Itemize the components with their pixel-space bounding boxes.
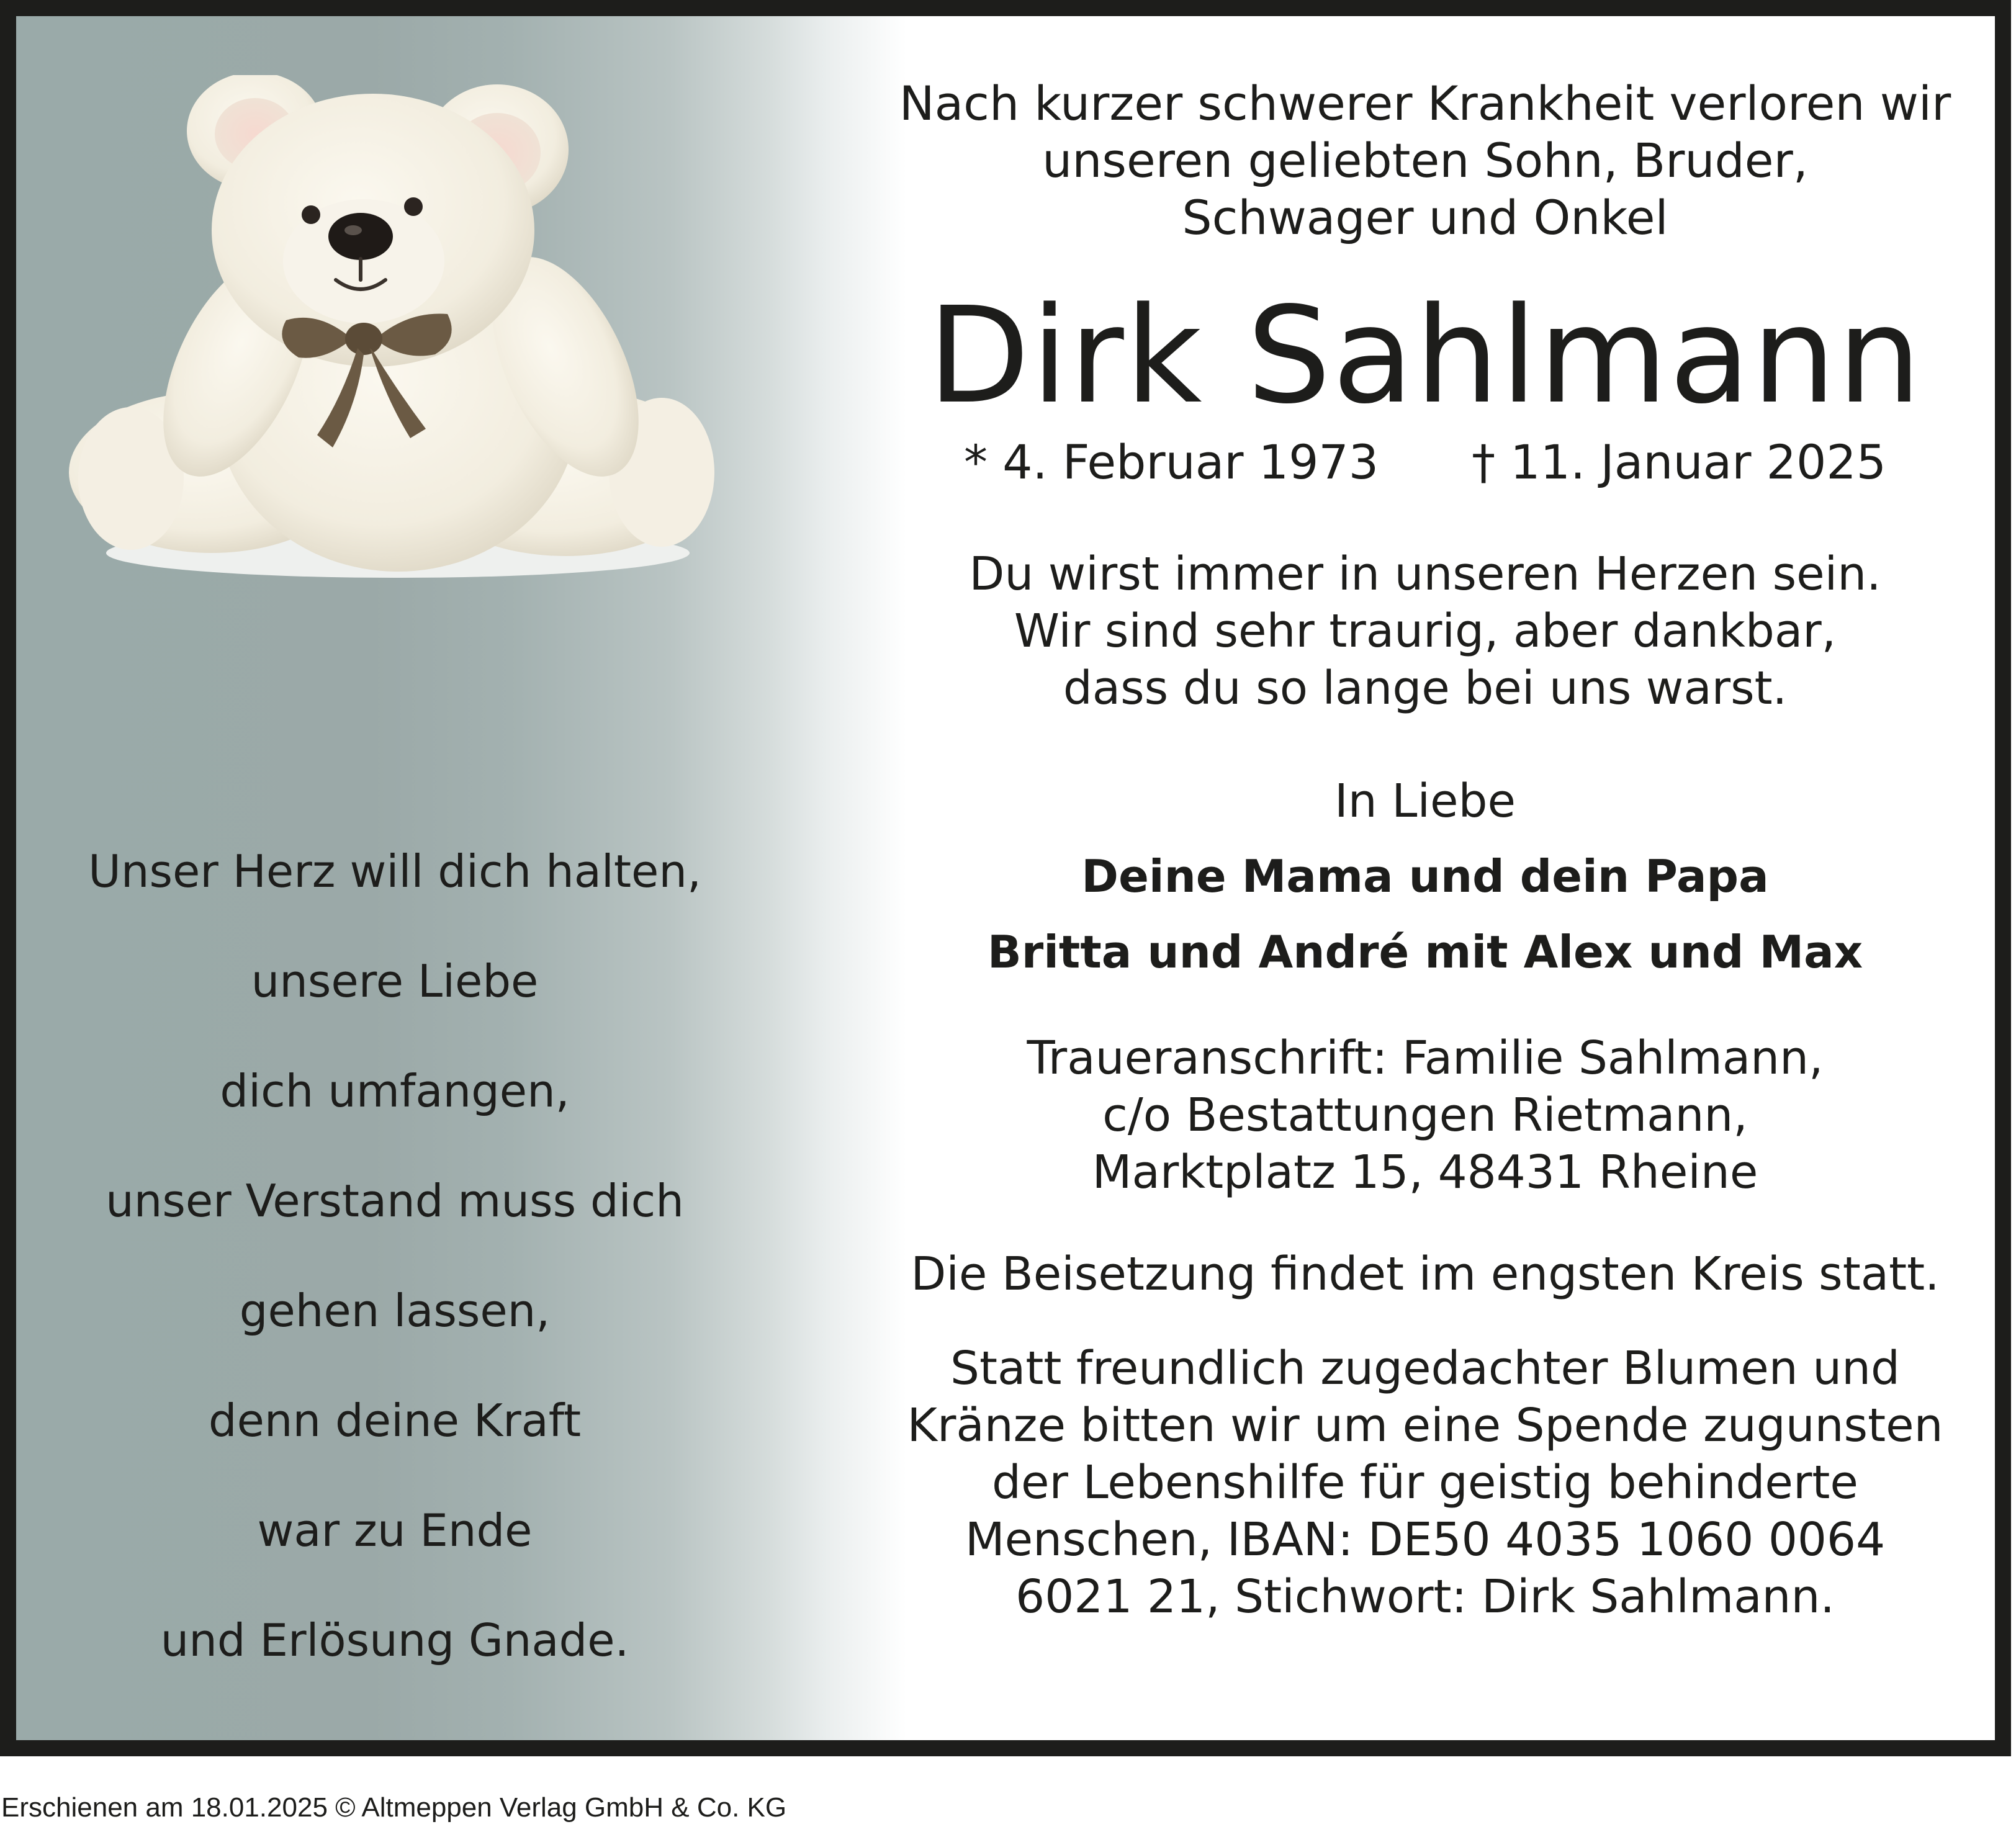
verse-line: Wir sind sehr traurig, aber dankbar,	[1014, 604, 1837, 658]
donation-line: Kränze bitten wir um eine Spende zugunsten	[907, 1399, 1943, 1452]
verse-line: Du wirst immer in unseren Herzen sein.	[969, 547, 1881, 601]
family-names	[860, 838, 1990, 990]
family-line: Britta und André mit Alex und Max	[987, 926, 1863, 978]
poem-line: Unser Herz will dich halten,	[88, 845, 701, 897]
donation-note	[860, 1340, 1990, 1625]
burial-note: Die Beisetzung findet im engsten Kreis statt.	[911, 1247, 1940, 1301]
family-line: Deine Mama und dein Papa	[1081, 850, 1769, 902]
teddy-bear-icon	[50, 75, 739, 584]
deceased-name: Dirk Sahlmann	[927, 279, 1923, 433]
poem-line: denn deine Kraft	[208, 1394, 582, 1447]
intro-line: Nach kurzer schwerer Krankheit verloren wir	[899, 76, 1951, 131]
poem	[41, 817, 749, 1695]
poem-line: gehen lassen,	[239, 1285, 551, 1337]
address-line: Marktplatz 15, 48431 Rheine	[1092, 1146, 1758, 1199]
life-dates	[860, 434, 1990, 491]
address-line: c/o Bestattungen Rietmann,	[1102, 1089, 1748, 1142]
in-love-label: In Liebe	[1334, 775, 1516, 828]
donation-line: 6021 21, Stichwort: Dirk Sahlmann.	[1015, 1570, 1835, 1623]
intro-text	[860, 75, 1990, 246]
donation-line: der Lebenshilfe für geistig behinderte	[992, 1456, 1858, 1509]
donation-line: Statt freundlich zugedachter Blumen und	[950, 1342, 1900, 1395]
death-date: † 11. Januar 2025	[1472, 434, 1887, 490]
poem-line: unser Verstand muss dich	[106, 1175, 684, 1227]
address-line: Traueranschrift: Familie Sahlmann,	[1027, 1031, 1824, 1085]
verse	[860, 546, 1990, 717]
poem-line: war zu Ende	[257, 1504, 533, 1556]
mourning-address	[860, 1030, 1990, 1201]
publication-footer: Erschienen am 18.01.2025 © Altmeppen Verlag GmbH & Co. KG	[1, 1792, 787, 1823]
poem-line: und Erlösung Gnade.	[160, 1614, 629, 1666]
verse-line: dass du so lange bei uns warst.	[1063, 662, 1788, 715]
notice-text	[860, 75, 1990, 1625]
intro-line: unseren geliebten Sohn, Bruder,	[1042, 133, 1808, 188]
intro-line: Schwager und Onkel	[1182, 190, 1668, 245]
donation-line: Menschen, IBAN: DE50 4035 1060 0064	[965, 1513, 1886, 1566]
poem-line: unsere Liebe	[251, 955, 539, 1007]
birth-date: * 4. Februar 1973	[963, 434, 1379, 490]
poem-line: dich umfangen,	[220, 1065, 570, 1117]
